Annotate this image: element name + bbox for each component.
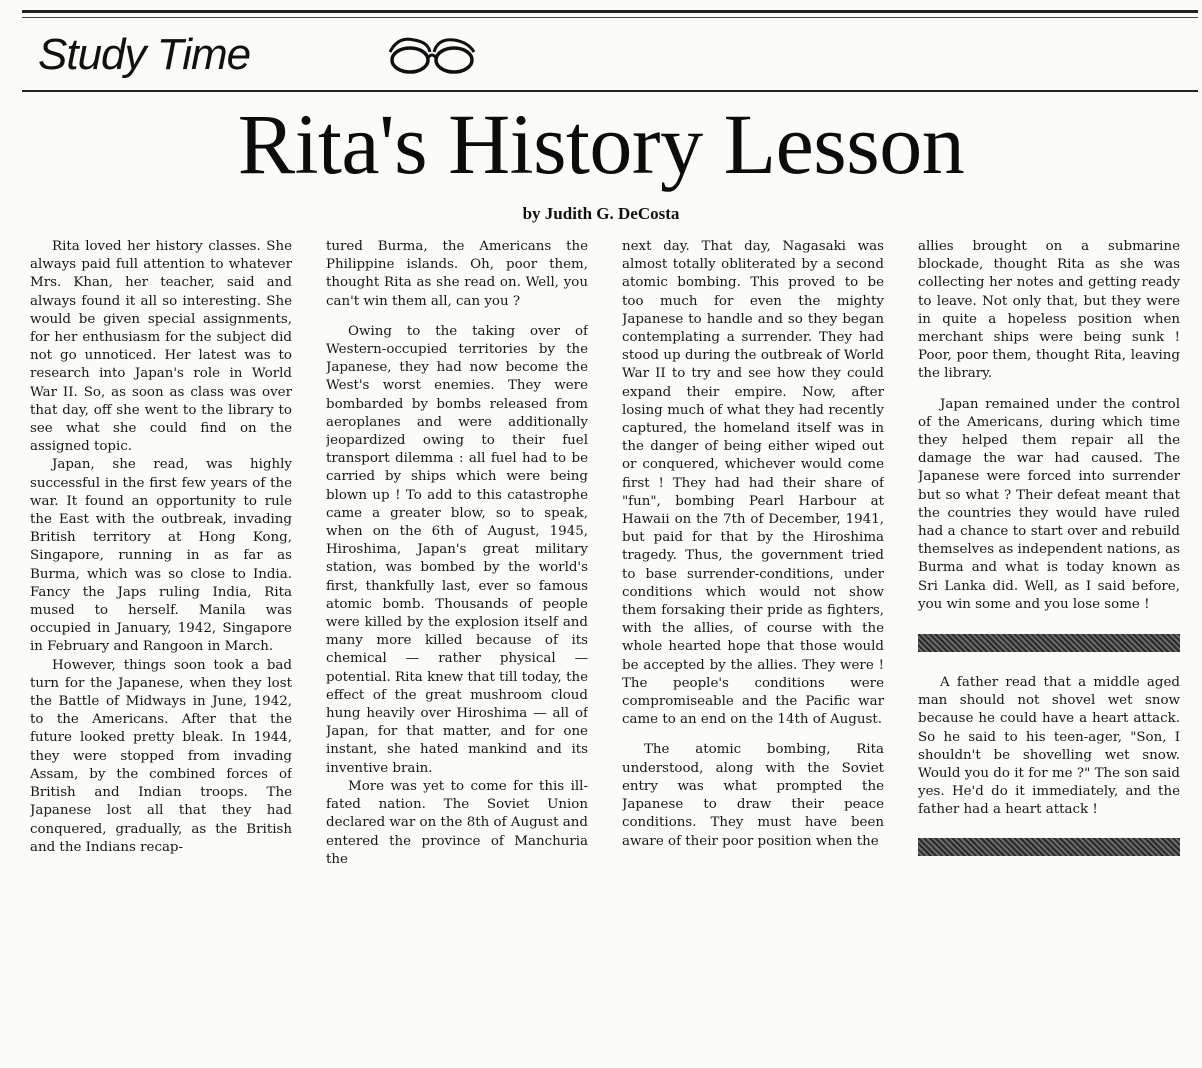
article-column-2 — [326, 238, 588, 1058]
article-column-3 — [622, 238, 884, 1058]
paragraph: allies brought on a submarine blockade, thought Rita as she was collecting her notes and getting ready to leave. Not only that, but they were in quite a hopeless position when merchant ships were being sunk ! Poor, poor them, thought Rita, leaving the library. — [918, 239, 1180, 382]
paragraph: However, things soon took a bad turn for the Japanese, when they lost the Battle of Midways in June, 1942, to the Americans. After that the future looked pretty bleak. In 1944, they were stopped from invading Assam, by the combined forces of British and Indian troops. The Japanese lost all that they had conquered, gradually, as the British and the Indians recap- — [30, 657, 292, 855]
filler-joke: A father read that a middle aged man should not shovel wet snow because he could have a heart attack. So he said to his teen-ager, "Son, I shouldn't be shovelling wet snow. Would you do it for me ?" The son said yes. He'd do it immediately, and the father had a heart attack ! — [918, 675, 1180, 818]
section-divider — [918, 838, 1180, 856]
paragraph: Rita loved her history classes. She always paid full attention to whatever Mrs. Khan, her teacher, said and always found it all so interesting. She would be given special assignments, for her enthusiasm for the subject did not go unnoticed. Her latest was to research into Japan's role in World War II. So, as soon as class was over that day, off she went to the library to see what she could find on the assigned topic. — [30, 239, 292, 455]
paragraph: More was yet to come for this ill-fated nation. The Soviet Union declared war on the 8th of August and entered the province of Manchuria the — [326, 778, 588, 867]
article-headline: Rita's History Lesson — [237, 96, 965, 192]
article-byline: by Judith G. DeCosta — [522, 204, 680, 223]
top-rule — [22, 10, 1198, 13]
section-label: Study Time — [38, 30, 251, 79]
paragraph: Japan remained under the control of the Americans, during which time they helped them repair all the damage the war had caused. The Japanese were forced into surrender but so what ? Their defeat meant that the countries they would have ruled had a chance to start over and rebuild themselves as independent nations, as Burma and what is today known as Sri Lanka did. Well, as I said before, you win some and you lose some ! — [918, 396, 1180, 612]
paragraph: next day. That day, Nagasaki was almost totally obliterated by a second atomic bombing. This proved to be too much for even the mighty Japanese to handle and so they began contemplating a surrender. They had stood up during the outbreak of World War II to try and see how they could expand their empire. Now, after losing much of what they had recently captured, the homeland itself was in the danger of being either wiped out or conquered, whichever would come first ! They had had their share of "fun", bombing Pearl Harbour at Hawaii on the 7th of December, 1941, but paid for that by the Hiroshima tragedy. Thus, the government tried to base surrender-conditions, under conditions which would not show them forsaking their pride as fighters, with the allies, of course with the whole hearted hope that those would be accepted by the allies. They were ! The people's conditions were compromiseable and the Pacific war came to an end on the 14th of August. — [622, 239, 884, 728]
paragraph: tured Burma, the Americans the Philippine islands. Oh, poor them, thought Rita as she read on. Well, you can't win them all, can you ? — [326, 239, 588, 309]
paragraph: The atomic bombing, Rita understood, along with the Soviet entry was what prompted the Japanese to draw their peace conditions. They must have been aware of their poor position when the — [622, 742, 884, 849]
article-column-1 — [30, 238, 292, 1058]
section-divider — [918, 634, 1180, 652]
header-rule — [22, 90, 1198, 92]
top-rule-thin — [22, 17, 1198, 18]
paragraph: Owing to the taking over of Western-occupied territories by the Japanese, they had now become the West's worst enemies. They were bombarded by bombs released from aeroplanes and were additionally jeopardized owing to their fuel transport dilemma : all fuel had to be carried by ships which were being blown up ! To add to this catastrophe came a greater blow, so to speak, when on the 6th of August, 1945, Hiroshima, Japan's great military station, was bombed by the world's first, thankfully last, ever so famous atomic bomb. Thousands of people were killed by the explosion itself and many more killed because of its chemical — rather physical — potential. Rita knew that till today, the effect of the great mushroom cloud hung heavily over Hiroshima — all of Japan, for that matter, and for one instant, she hated mankind and its inventive brain. — [326, 323, 588, 776]
paragraph: Japan, she read, was highly successful in the first few years of the war. It found an opportunity to rule the East with the outbreak, invading British territory at Hong Kong, Singapore, running in as far as Burma, which was so close to India. Fancy the Japs ruling India, Rita mused to herself. Manila was occupied in January, 1942, Singapore in February and Rangoon in March. — [30, 457, 292, 655]
glasses-icon — [384, 30, 480, 78]
article-column-4 — [918, 238, 1180, 1058]
